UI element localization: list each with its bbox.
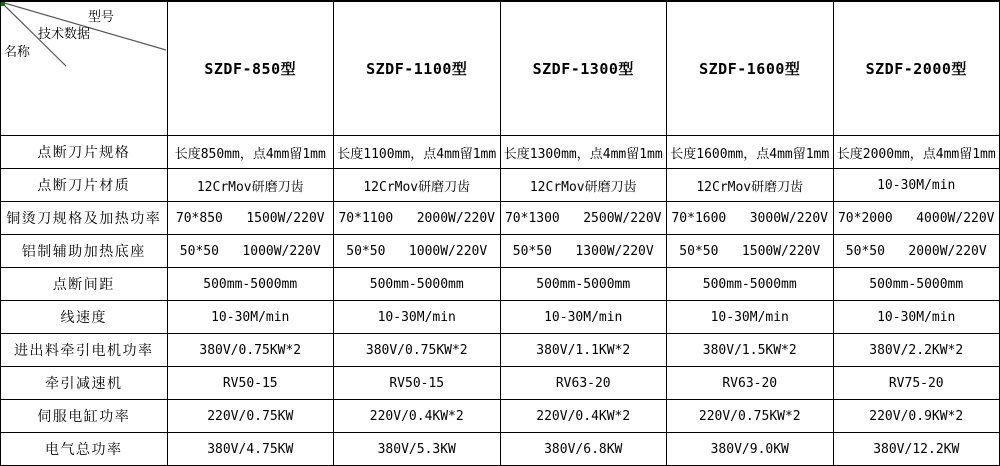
cell: 12CrMov研磨刀齿 xyxy=(667,169,834,202)
cell: 380V/5.3KW xyxy=(334,433,501,466)
cell: 70*2000 4000W/220V xyxy=(833,202,1000,235)
cell: 380V/1.5KW*2 xyxy=(667,334,834,367)
cell: 380V/9.0KW xyxy=(667,433,834,466)
column-header-szdf-850: SZDF-850型 xyxy=(167,1,334,136)
row-label: 牵引减速机 xyxy=(1,367,168,400)
cell: RV50-15 xyxy=(334,367,501,400)
cell: 50*50 1000W/220V xyxy=(167,235,334,268)
cell: 500mm-5000mm xyxy=(500,268,667,301)
column-header-szdf-1300: SZDF-1300型 xyxy=(500,1,667,136)
cell: 50*50 2000W/220V xyxy=(833,235,1000,268)
table-row-copper-knife-power xyxy=(1,202,1000,235)
cell: 长度1100mm，点4mm留1mm xyxy=(334,136,501,169)
cell: 长度1600mm，点4mm留1mm xyxy=(667,136,834,169)
cell: 500mm-5000mm xyxy=(833,268,1000,301)
row-label: 伺服电缸功率 xyxy=(1,400,168,433)
cell: RV63-20 xyxy=(500,367,667,400)
cell: 10-30M/min xyxy=(500,301,667,334)
column-header-szdf-2000: SZDF-2000型 xyxy=(833,1,1000,136)
cell: 50*50 1500W/220V xyxy=(667,235,834,268)
table-row-line-speed xyxy=(1,301,1000,334)
cell: 380V/1.1KW*2 xyxy=(500,334,667,367)
row-label: 铜烫刀规格及加热功率 xyxy=(1,202,168,235)
cell: 12CrMov研磨刀齿 xyxy=(167,169,334,202)
row-label: 点断刀片规格 xyxy=(1,136,168,169)
corner-green-marker xyxy=(1,2,5,6)
cell: 220V/0.75KW xyxy=(167,400,334,433)
cell: 70*1300 2500W/220V xyxy=(500,202,667,235)
cell: 长度1300mm，点4mm留1mm xyxy=(500,136,667,169)
cell: 12CrMov研磨刀齿 xyxy=(334,169,501,202)
cell: 380V/0.75KW*2 xyxy=(167,334,334,367)
cell: 10-30M/min xyxy=(167,301,334,334)
cell: 长度850mm，点4mm留1mm xyxy=(167,136,334,169)
table-row-blade-spec xyxy=(1,136,1000,169)
cell: 50*50 1000W/220V xyxy=(334,235,501,268)
table-row-traction-reducer xyxy=(1,367,1000,400)
cell: 500mm-5000mm xyxy=(667,268,834,301)
cell: RV50-15 xyxy=(167,367,334,400)
cell: 380V/0.75KW*2 xyxy=(334,334,501,367)
table-row-total-electric-power xyxy=(1,433,1000,466)
cell: 50*50 1300W/220V xyxy=(500,235,667,268)
corner-header-cell xyxy=(1,1,168,136)
cell: 220V/0.9KW*2 xyxy=(833,400,1000,433)
cell: 220V/0.75KW*2 xyxy=(667,400,834,433)
cell: 380V/4.75KW xyxy=(167,433,334,466)
cell: 12CrMov研磨刀齿 xyxy=(500,169,667,202)
row-label: 点断间距 xyxy=(1,268,168,301)
cell: 380V/6.8KW xyxy=(500,433,667,466)
row-label: 点断刀片材质 xyxy=(1,169,168,202)
table-row-traction-motor-power xyxy=(1,334,1000,367)
cell: 220V/0.4KW*2 xyxy=(500,400,667,433)
cell: 70*1600 3000W/220V xyxy=(667,202,834,235)
cell: 10-30M/min xyxy=(833,301,1000,334)
column-header-szdf-1100: SZDF-1100型 xyxy=(334,1,501,136)
cell: 380V/12.2KW xyxy=(833,433,1000,466)
cell: 10-30M/min xyxy=(667,301,834,334)
cell: 70*850 1500W/220V xyxy=(167,202,334,235)
cell: 10-30M/min xyxy=(833,169,1000,202)
cell: 70*1100 2000W/220V xyxy=(334,202,501,235)
cell: 500mm-5000mm xyxy=(334,268,501,301)
cell: 220V/0.4KW*2 xyxy=(334,400,501,433)
header-row xyxy=(1,1,1000,136)
table-row-aluminum-heating-base xyxy=(1,235,1000,268)
cell: RV63-20 xyxy=(667,367,834,400)
row-label: 进出料牵引电机功率 xyxy=(1,334,168,367)
corner-label-name: 名称 xyxy=(4,45,31,60)
cell: 10-30M/min xyxy=(334,301,501,334)
cell: 长度2000mm，点4mm留1mm xyxy=(833,136,1000,169)
cell: 500mm-5000mm xyxy=(167,268,334,301)
row-label: 线速度 xyxy=(1,301,168,334)
cell: RV75-20 xyxy=(833,367,1000,400)
corner-label-model: 型号 xyxy=(88,10,115,25)
row-label: 铝制辅助加热底座 xyxy=(1,235,168,268)
cell: 380V/2.2KW*2 xyxy=(833,334,1000,367)
table-row-cut-spacing xyxy=(1,268,1000,301)
table-row-servo-cylinder-power xyxy=(1,400,1000,433)
table-row-blade-material xyxy=(1,169,1000,202)
column-header-szdf-1600: SZDF-1600型 xyxy=(667,1,834,136)
corner-label-tech-data: 技术数据 xyxy=(38,27,91,42)
row-label: 电气总功率 xyxy=(1,433,168,466)
